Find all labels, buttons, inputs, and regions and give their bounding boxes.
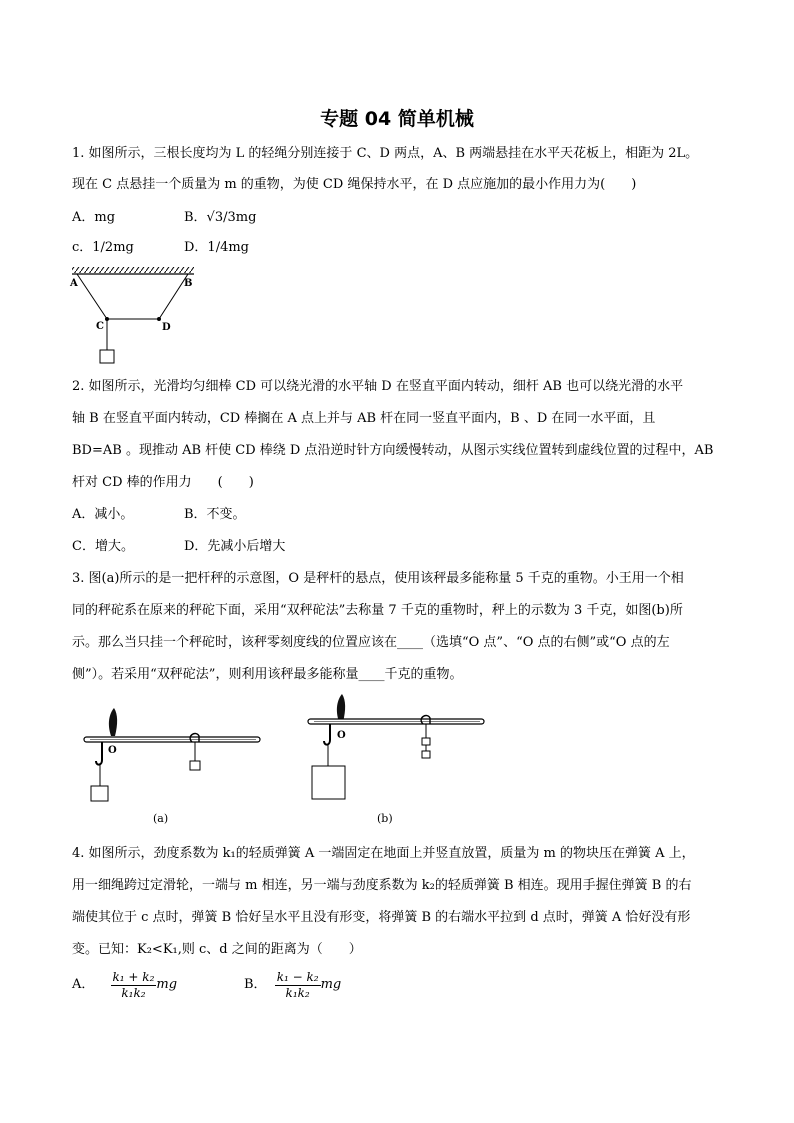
label-d: D (162, 322, 171, 333)
q2-text-line-2: 轴 B 在竖直平面内转动，CD 棒搁在 A 点上并与 AB 杆在同一竖直平面内，B 、D 在同一水平面，且 (72, 411, 656, 426)
q1-rope-figure (66, 264, 206, 368)
steelyard-figure-b (304, 694, 490, 806)
q4-text-line-4: 变。已知：K₂<K₁,则 c、d 之间的距离为（ ） (72, 942, 362, 957)
hook (96, 742, 102, 765)
point-d (157, 317, 161, 321)
label-a: A (70, 278, 78, 289)
q4-option-b-fraction (275, 970, 321, 1001)
q3-text-line-1: 3. 图(a)所示的是一把杆秤的示意图，O 是秤杆的悬点，使用该秤最多能称量 5 千克的重物。小王用一个相 (72, 571, 684, 586)
q4-text-line-1: 4. 如图所示，劲度系数为 k₁的轻质弹簧 A 一端固定在地面上并竖直放置，质量为 m 的物块压在弹簧 A 上， (72, 846, 695, 861)
ceiling-hatching (72, 267, 194, 273)
suspension-handle (109, 708, 117, 736)
q2-text-line-1: 2. 如图所示，光滑均匀细棒 CD 可以绕光滑的水平轴 D 在竖直平面内转动，细杆 AB 也可以绕光滑的水平 (72, 379, 684, 394)
q1-text-line-2: 现在 C 点悬挂一个质量为 m 的重物，为使 CD 绳保持水平，在 D 点应施加的最小作用力为( ) (72, 177, 637, 192)
q4-text-line-3: 端使其位于 c 点时，弹簧 B 恰好呈水平且没有形变，将弹簧 B 的右端水平拉到 d 点时，弹簧 A 恰好没有形 (72, 910, 691, 925)
q2-option-c: C．增大。 (72, 539, 134, 554)
pivot-label: O (337, 730, 346, 741)
q1-option-c: c．1/2mg (72, 240, 134, 255)
suspension-handle (337, 694, 345, 722)
counterweight-2 (422, 751, 430, 758)
counterweight-1 (422, 738, 430, 745)
q1-text-line-1: 1. 如图所示，三根长度均为 L 的轻绳分别连接于 C、D 两点，A、B 两端悬挂在水平天花板上，相距为 2L。 (72, 146, 699, 161)
q4-option-a-fraction (111, 970, 157, 1001)
label-c: C (96, 321, 104, 332)
heavy-object (312, 766, 345, 799)
q2-option-d: D．先减小后增大 (184, 539, 286, 554)
figure-caption-b: (b) (377, 812, 393, 825)
q4-option-a-denominator: k₁k₂ (121, 985, 146, 1000)
q2-option-a: A．减小。 (72, 507, 134, 522)
q4-option-a (72, 966, 177, 1005)
q2-text-line-4: 杆对 CD 棒的作用力 ( ) (72, 475, 254, 490)
heavy-object (91, 786, 108, 801)
q1-option-d: D．1/4mg (184, 240, 249, 255)
q3-text-line-2: 同的秤砣系在原来的秤砣下面，采用“双秤砣法”去称量 7 千克的重物时，秤上的示数为 3 千克，如图(b)所 (72, 603, 683, 618)
figure-caption-a: (a) (153, 812, 169, 825)
hook (324, 724, 330, 745)
q4-option-a-label: A． (72, 977, 95, 992)
q4-option-b-numerator: k₁ − k₂ (276, 969, 319, 984)
q4-text-line-2: 用一细绳跨过定滑轮，一端与 m 相连，另一端与劲度系数为 k₂的轻质弹簧 B 相连。现用手握住弹簧 B 的右 (72, 878, 692, 893)
page-title: 专题 04 简单机械 (320, 108, 474, 130)
point-c (105, 317, 109, 321)
q2-option-b: B．不变。 (184, 507, 246, 522)
steelyard-figure-a (80, 706, 266, 810)
q3-text-line-3: 示。那么当只挂一个秤砣时，该秤零刻度线的位置应该在____（选填“O 点”、“O 点的右侧”或“O 点的左 (72, 635, 670, 650)
q4-option-b-label: B． (244, 977, 267, 992)
rope-ac (77, 274, 107, 319)
hanging-weight (100, 350, 114, 363)
q1-option-a: A．mg (72, 210, 116, 225)
q2-text-line-3: BD=AB 。现推动 AB 杆使 CD 棒绕 D 点沿逆时针方向缓慢转动，从图示实线位置转到虚线位置的过程中，AB (72, 443, 714, 458)
pivot-label: O (108, 745, 117, 756)
q4-option-b-mg: mg (320, 977, 342, 992)
q3-text-line-4: 侧”）。若采用“双秤砣法”，则利用该秤最多能称量____千克的重物。 (72, 667, 463, 682)
q4-option-a-numerator: k₁ + k₂ (112, 969, 155, 984)
q1-option-b: B．√3/3mg (184, 210, 257, 225)
q4-option-b-denominator: k₁k₂ (285, 985, 310, 1000)
counterweight (190, 761, 200, 770)
label-b: B (184, 278, 193, 289)
q4-option-a-mg: mg (156, 977, 178, 992)
q4-option-b (244, 966, 341, 1005)
